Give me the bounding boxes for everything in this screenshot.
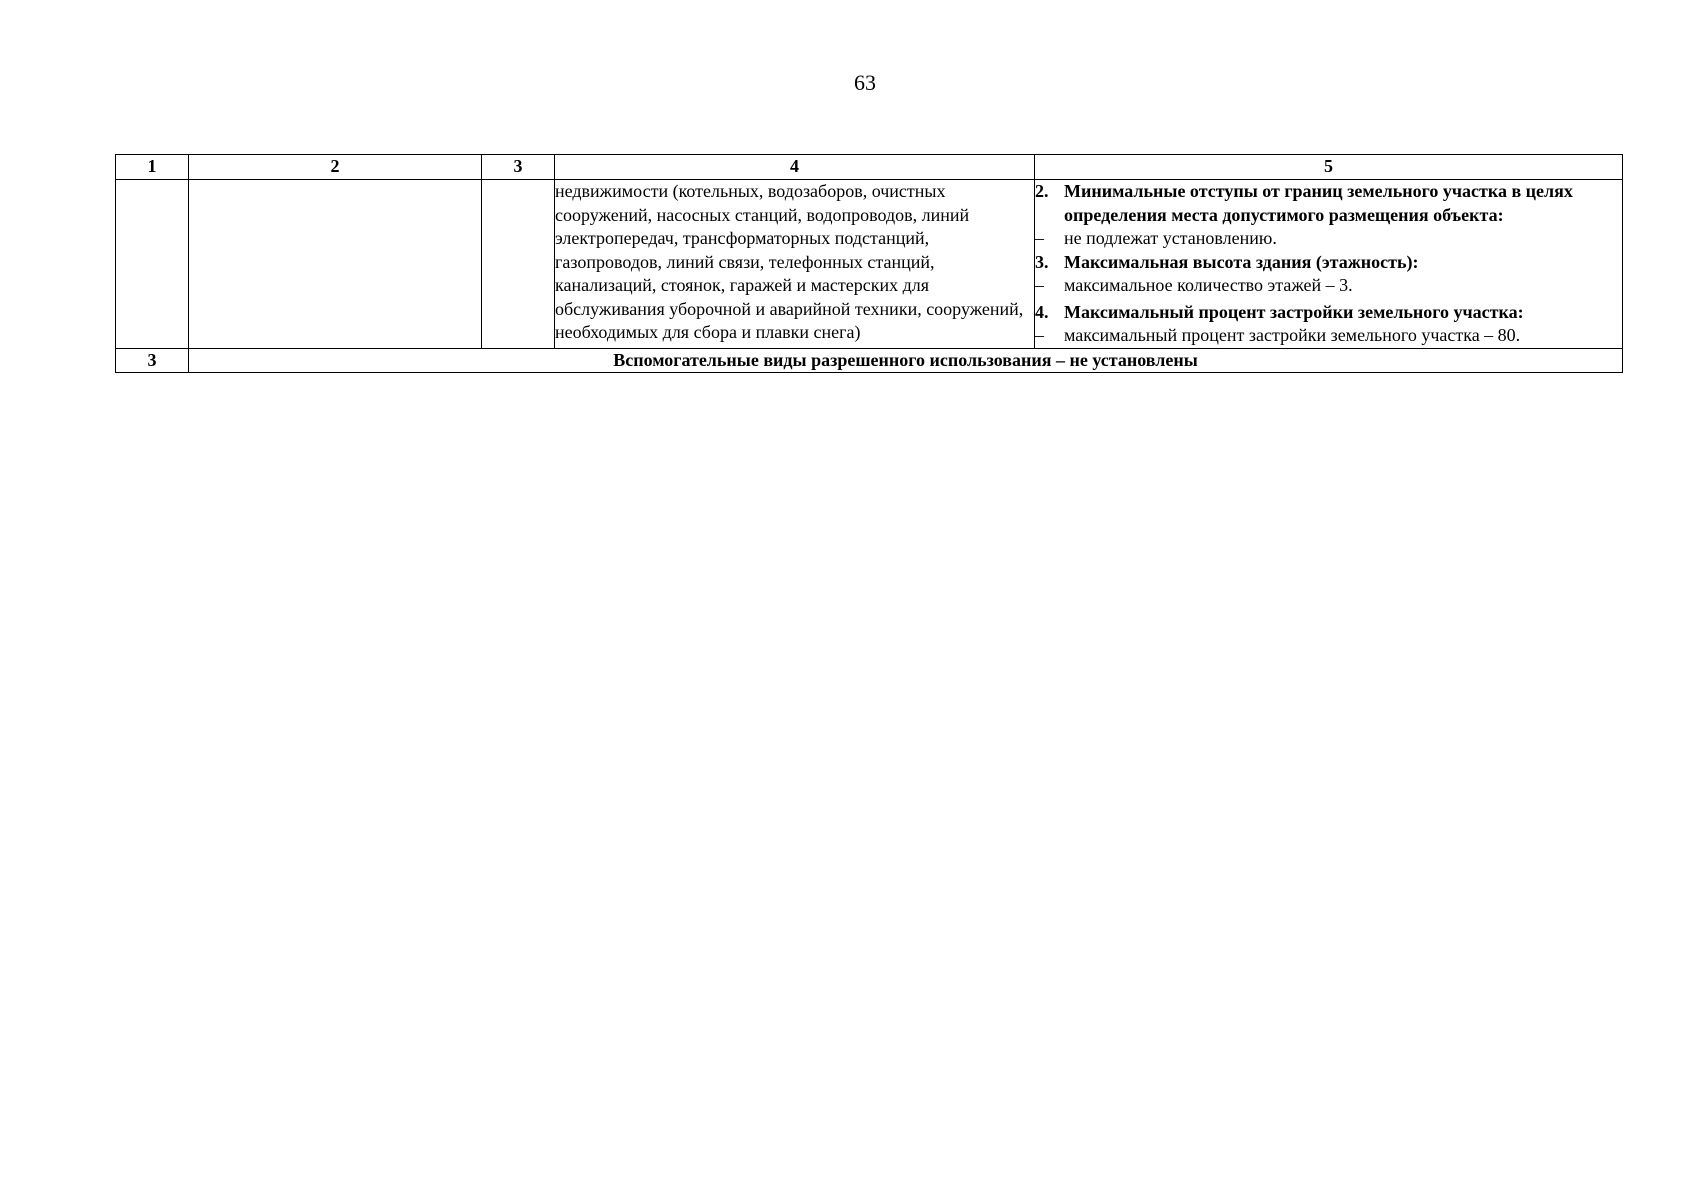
column-header-2: 2 xyxy=(189,155,482,180)
param-value-coverage xyxy=(1035,324,1622,348)
dash-marker: – xyxy=(1035,228,1044,248)
param-value-height xyxy=(1035,274,1622,298)
item-value: не подлежат установлению. xyxy=(1064,228,1277,248)
item-heading: Максимальная высота здания (этажность): xyxy=(1064,251,1419,272)
table-header-row xyxy=(116,155,1623,180)
param-value-setbacks xyxy=(1035,227,1622,251)
page-number: 63 xyxy=(854,70,876,95)
column-header-3: 3 xyxy=(482,155,555,180)
item-number: 2. xyxy=(1035,181,1049,201)
row1-col1-cell xyxy=(116,180,189,349)
param-item-coverage xyxy=(1035,301,1622,325)
item-number: 4. xyxy=(1035,301,1049,322)
row1-col4-cell xyxy=(555,180,1035,349)
item-value: максимальный процент застройки земельного участка – 80. xyxy=(1064,325,1521,345)
item-heading: Минимальные отступы от границ земельного участка в целях определения места допустимого размещения объекта: xyxy=(1064,181,1573,225)
facility-list-text: недвижимости (котельных, водозаборов, очистных сооружений, насосных станций, водопроводов, линий электропередач, трансформаторных подстанций, газопроводов, линий связи, телефонных станций, канализаций, стоянок, гаражей и мастерских для обслуживания уборочной и аварийной техники, сооружений, необходимых для сбора и плавки снега) xyxy=(555,181,1024,342)
regulations-table xyxy=(115,154,1623,373)
column-header-5: 5 xyxy=(1035,155,1623,180)
column-header-4: 4 xyxy=(555,155,1035,180)
aux-section-text: Вспомогательные виды разрешенного использования – не установлены xyxy=(189,348,1623,372)
item-value: максимальное количество этажей – 3. xyxy=(1064,275,1353,295)
param-item-setbacks xyxy=(1035,180,1622,227)
dash-marker: – xyxy=(1035,275,1044,295)
row1-col3-cell xyxy=(482,180,555,349)
table-row xyxy=(116,180,1623,349)
item-number: 3. xyxy=(1035,251,1049,272)
dash-marker: – xyxy=(1035,325,1044,345)
aux-section-number: 3 xyxy=(116,348,189,372)
column-header-1: 1 xyxy=(116,155,189,180)
item-heading: Максимальный процент застройки земельного участка: xyxy=(1064,301,1524,322)
table-row xyxy=(116,348,1623,372)
param-item-height xyxy=(1035,251,1622,275)
row1-col5-cell xyxy=(1035,180,1623,349)
row1-col2-cell xyxy=(189,180,482,349)
